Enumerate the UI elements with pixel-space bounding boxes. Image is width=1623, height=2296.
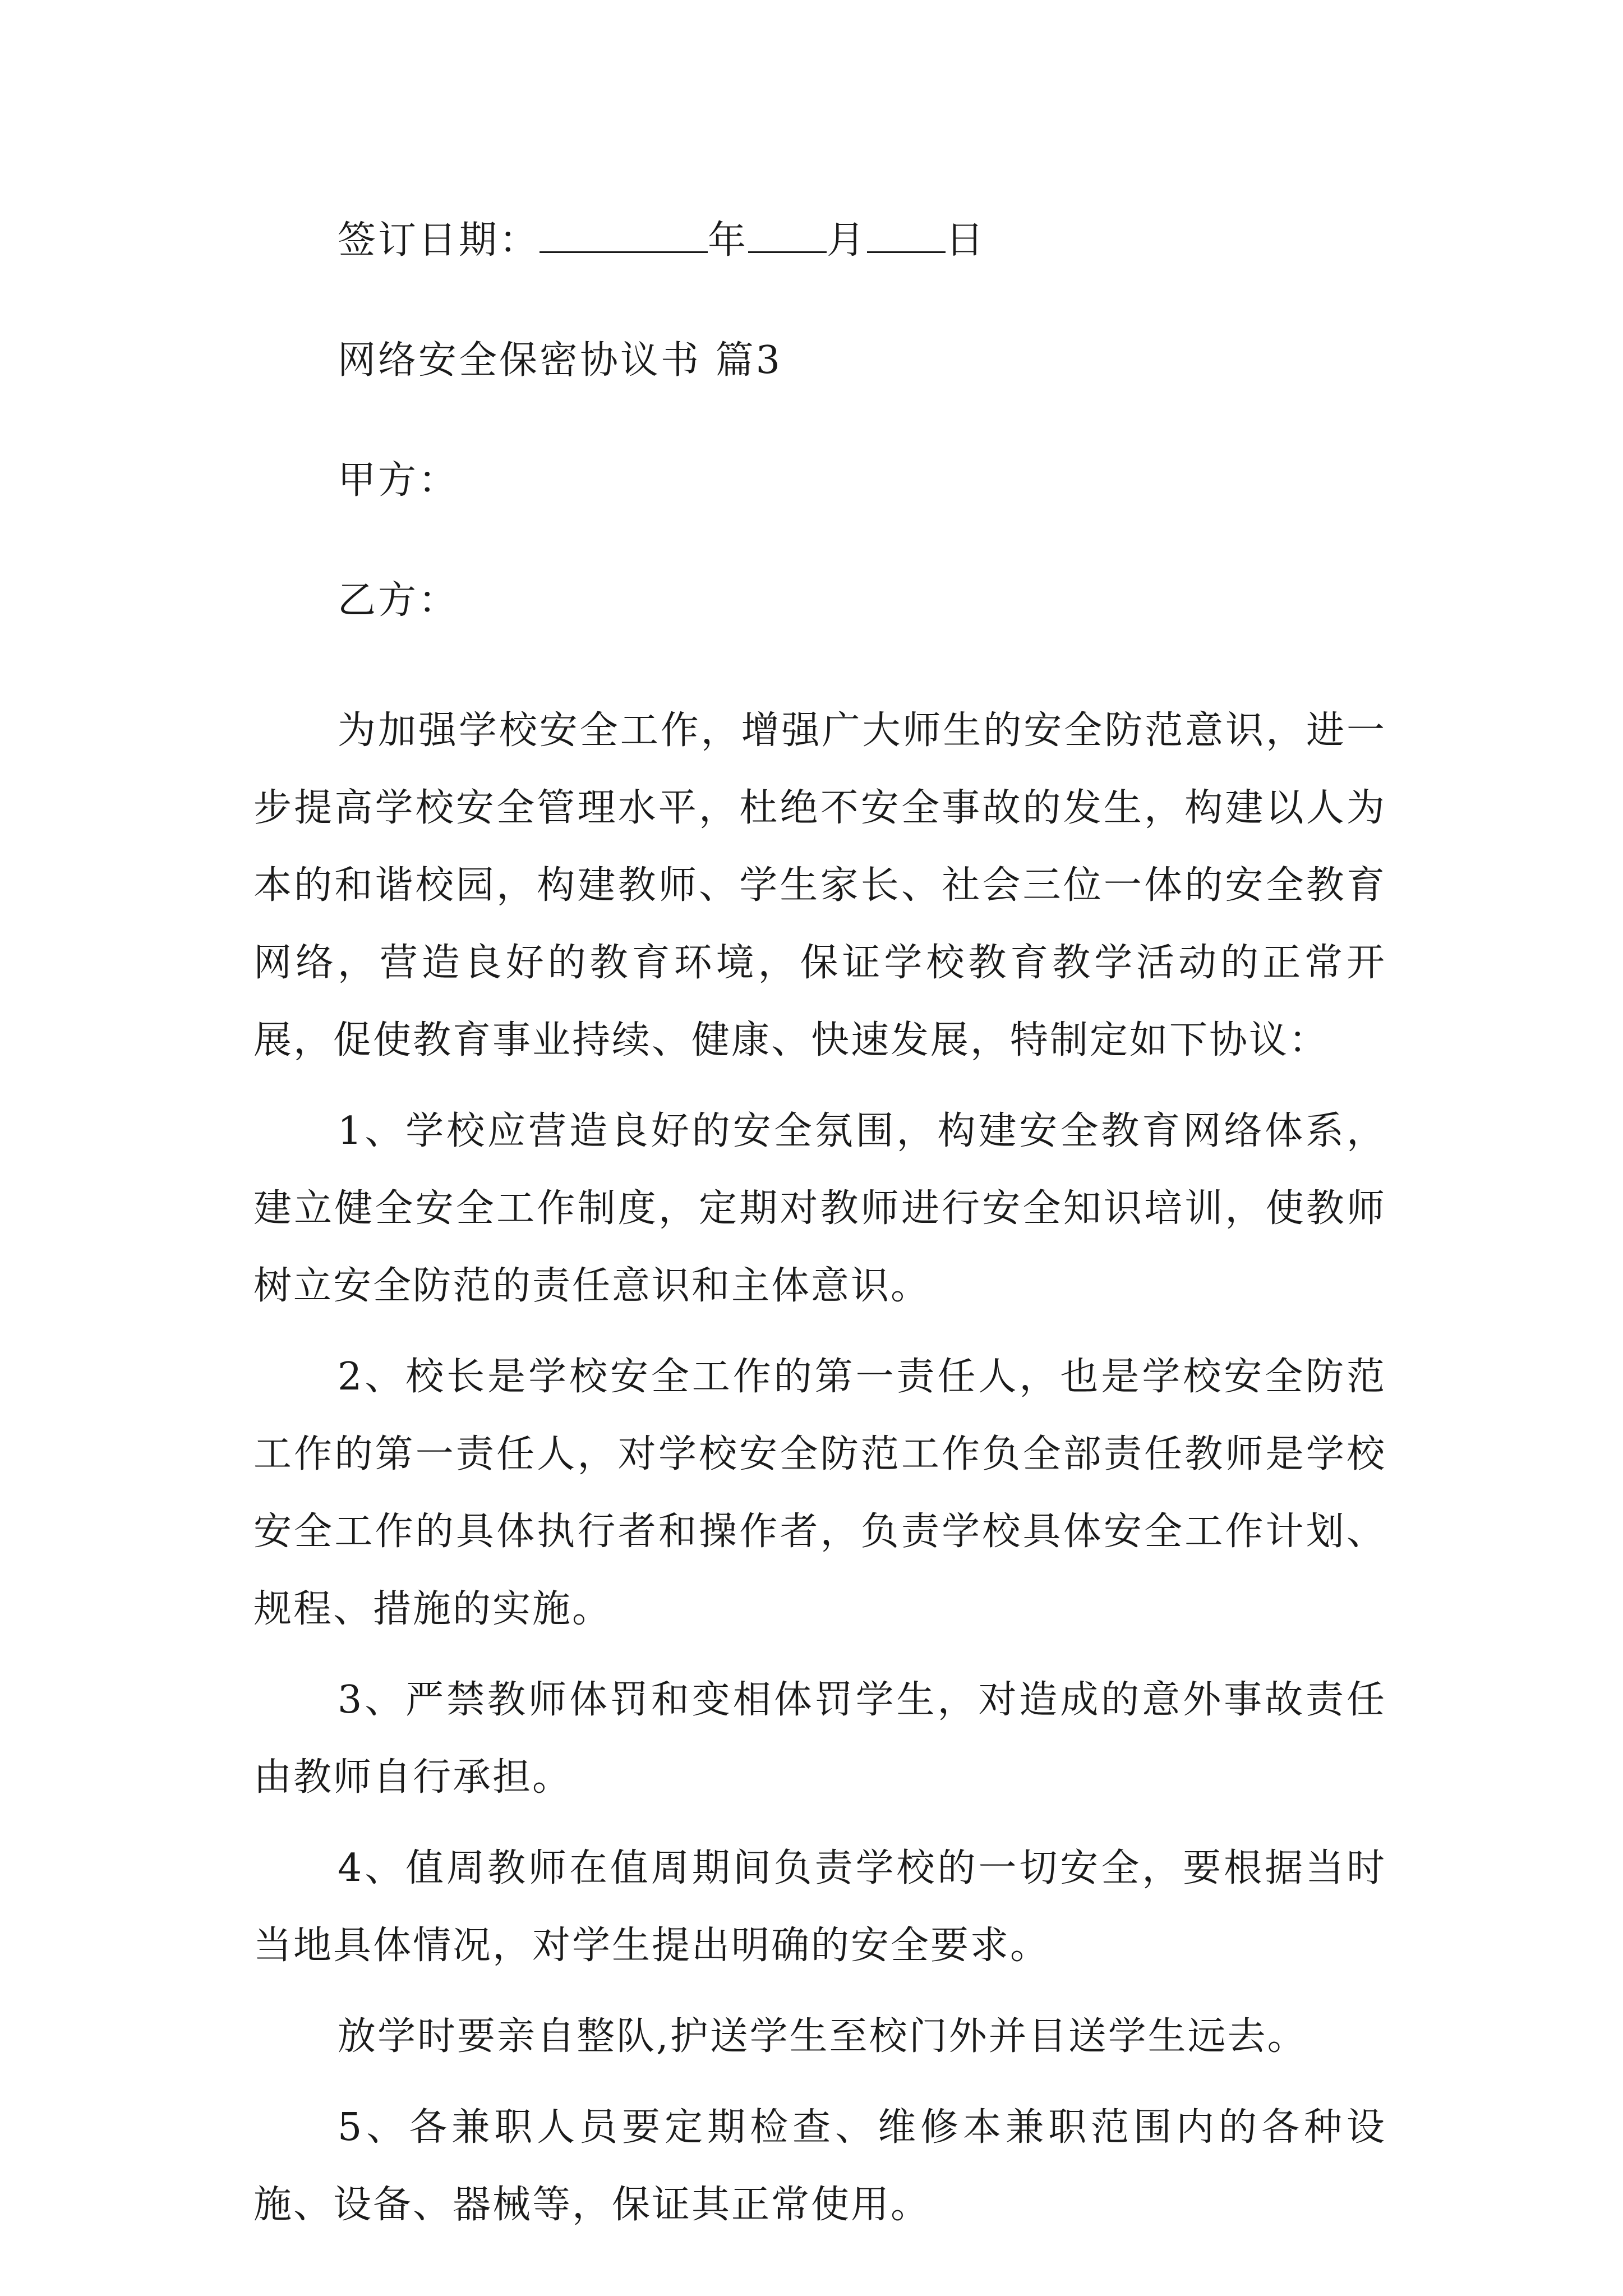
day-blank xyxy=(867,212,946,253)
year-label: 年 xyxy=(708,218,749,263)
party-b-label: 乙方： xyxy=(338,578,459,623)
paragraph-intro: 为加强学校安全工作，增强广大师生的安全防范意识，进一步提高学校安全管理水平，杜绝不安全事故的发生，构建以人为本的和谐校园，构建教师、学生家长、社会三位一体的安全教育网络，营造良好的教育环境，保证学校教育教学活动的正常开展，促使教育事业持续、健康、快速发展，特制定如下协议： xyxy=(253,708,1386,1062)
document-heading: 网络安全保密协议书 篇3 xyxy=(338,338,782,383)
month-label: 月 xyxy=(827,218,868,263)
signing-date-label: 签订日期： xyxy=(338,218,540,263)
paragraph-clause-5: 5、各兼职人员要定期检查、维修本兼职范围内的各种设施、设备、器械等，保证其正常使用。 xyxy=(253,2105,1386,2227)
day-label: 日 xyxy=(946,218,986,263)
signing-date-line xyxy=(253,212,1386,269)
party-a-label: 甲方： xyxy=(338,458,459,503)
month-blank xyxy=(748,212,827,253)
paragraph-dismissal-note: 放学时要亲自整队,护送学生至校门外并目送学生远去。 xyxy=(338,2014,1307,2059)
document-page xyxy=(253,212,1386,2257)
paragraph-clause-4: 4、值周教师在值周期间负责学校的一切安全，要根据当时当地具体情况，对学生提出明确的安全要求。 xyxy=(253,1846,1386,1968)
paragraph-clause-3: 3、严禁教师体罚和变相体罚学生，对造成的意外事故责任由教师自行承担。 xyxy=(253,1678,1386,1800)
paragraph-clause-1: 1、学校应营造良好的安全氛围，构建安全教育网络体系，建立健全安全工作制度，定期对教师进行安全知识培训，使教师树立安全防范的责任意识和主体意识。 xyxy=(253,1109,1386,1308)
year-blank xyxy=(540,212,708,253)
paragraph-clause-2: 2、校长是学校安全工作的第一责任人，也是学校安全防范工作的第一责任人，对学校安全防范工作负全部责任教师是学校安全工作的具体执行者和操作者，负责学校具体安全工作计划、规程、措施的实施。 xyxy=(253,1355,1386,1631)
